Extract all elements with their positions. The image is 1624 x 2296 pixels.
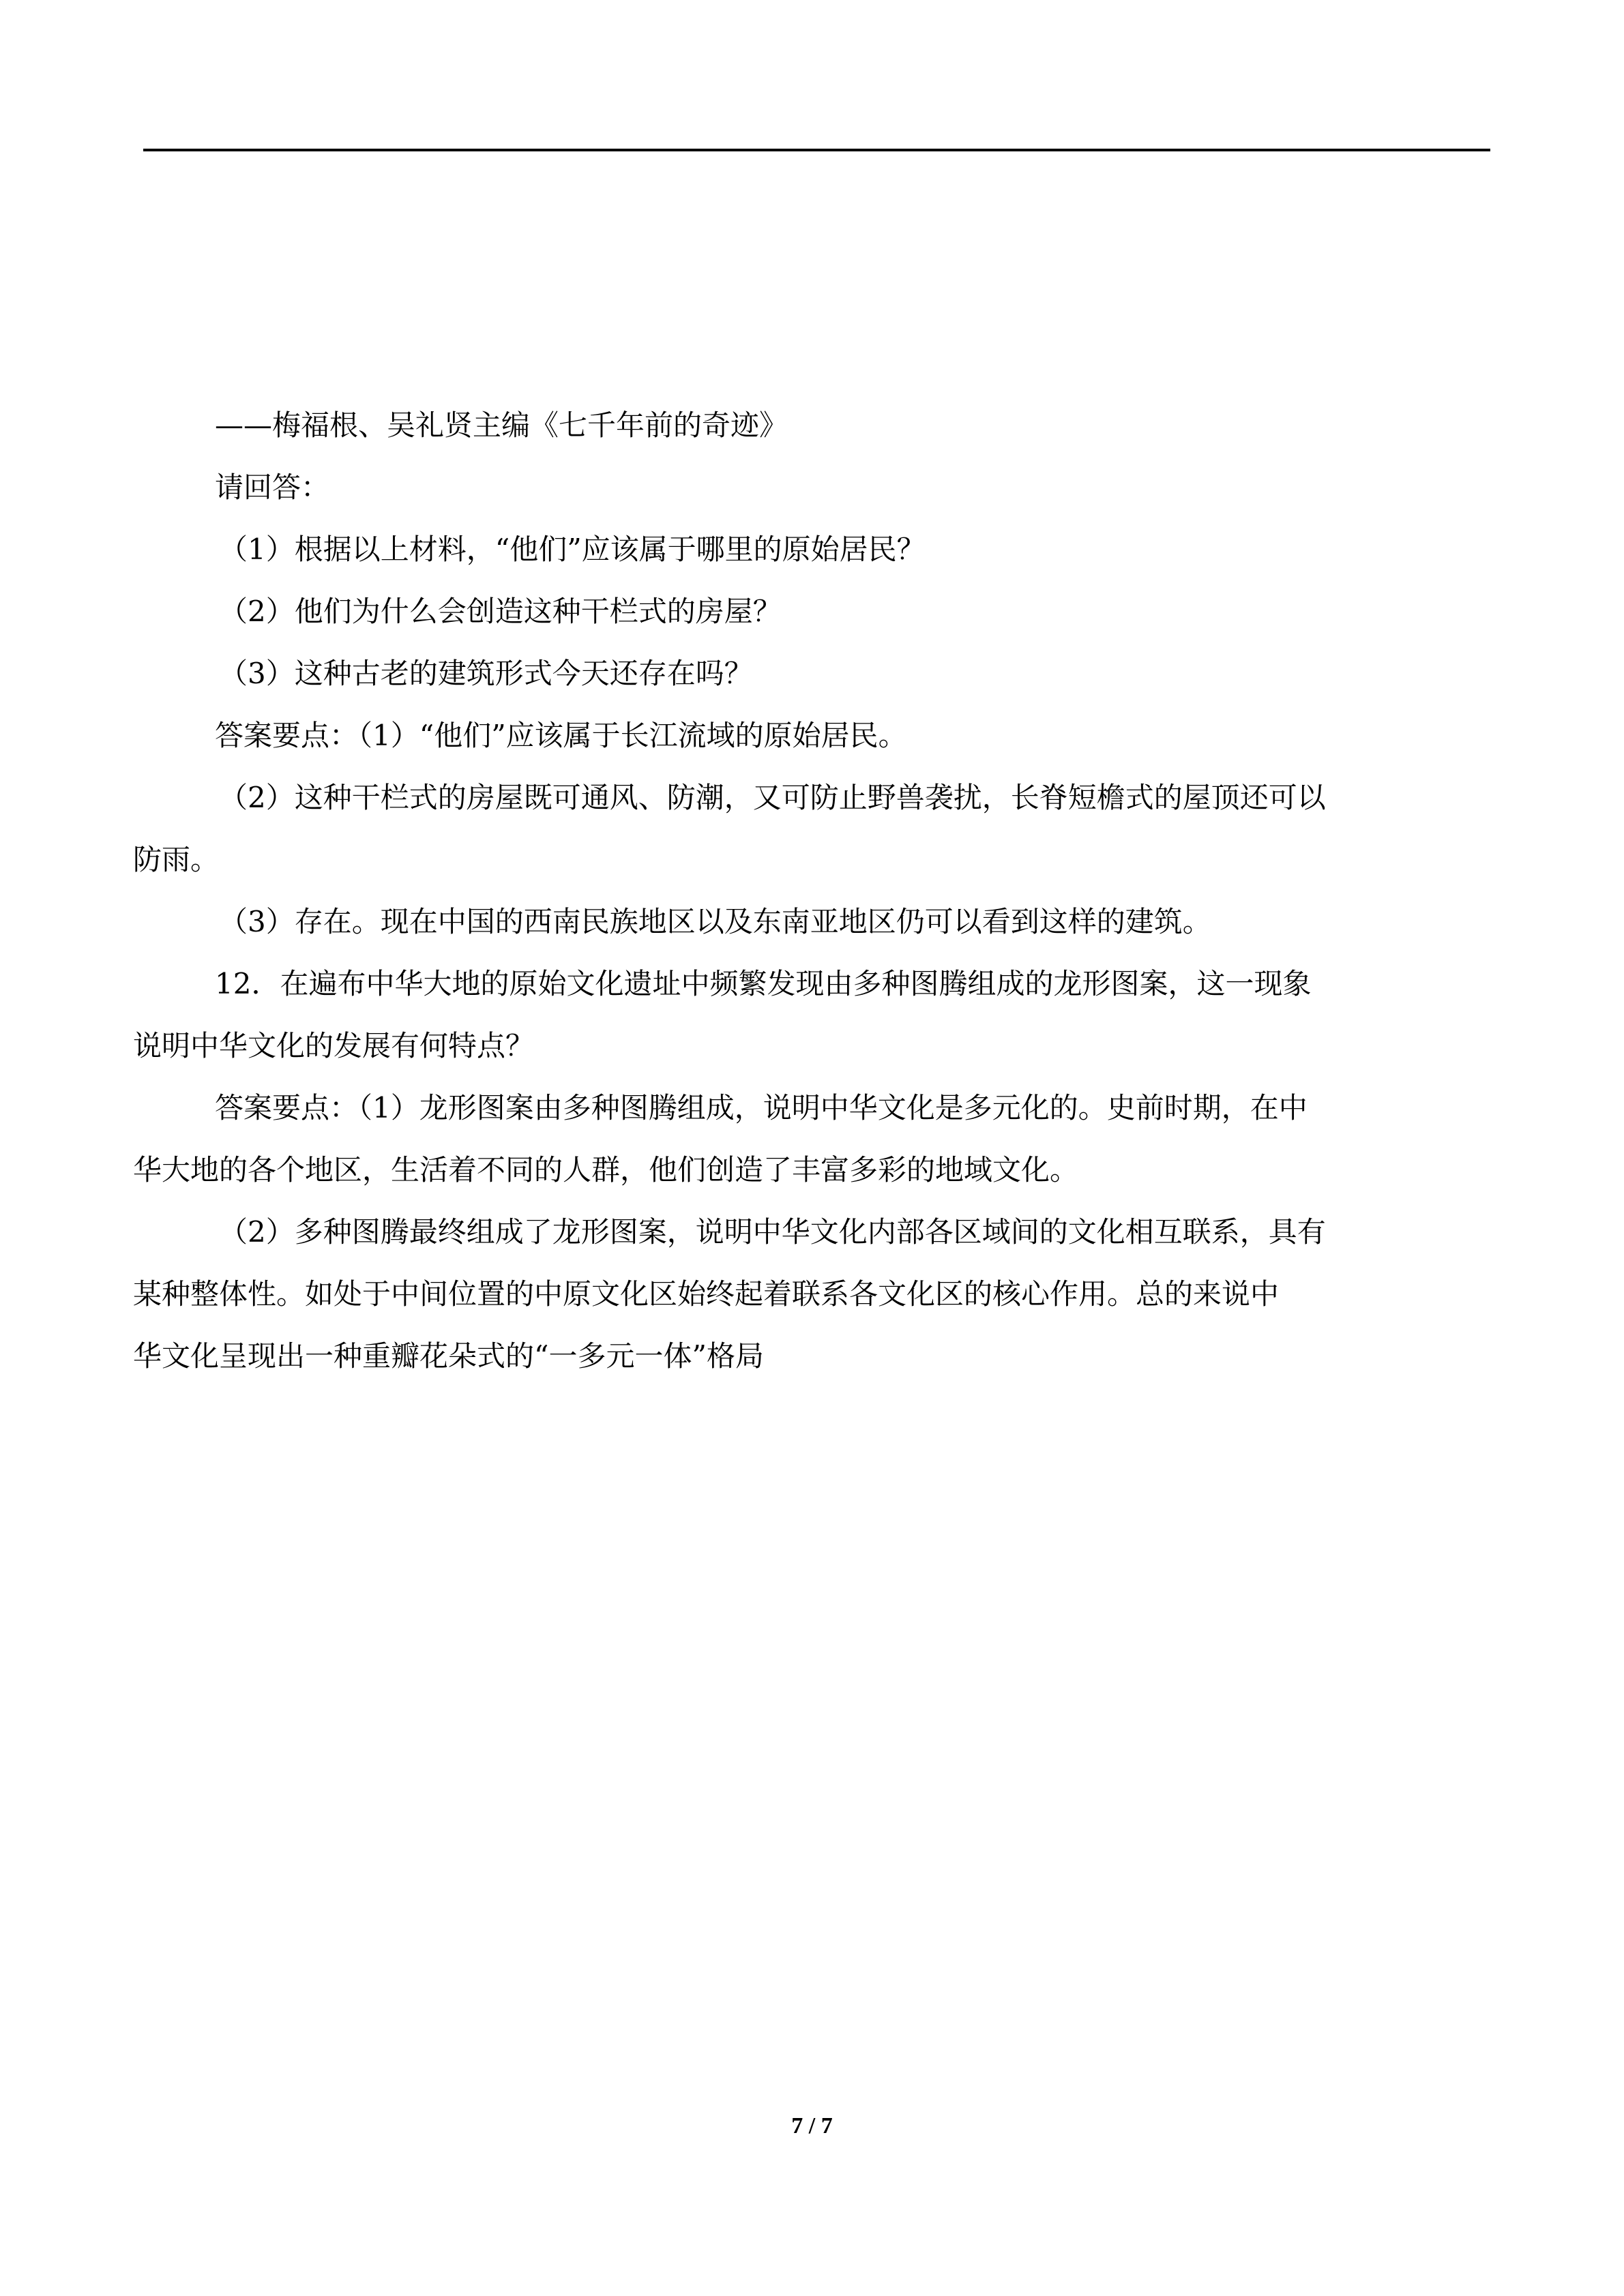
answer-11-part-2-line-2: 防雨。 bbox=[133, 843, 220, 876]
source-citation: ——梅福根、吴礼贤主编《七千年前的奇迹》 bbox=[215, 408, 788, 442]
page-number: 7 / 7 bbox=[791, 2113, 833, 2138]
answer-11-part-2-line-1: （2）这种干栏式的房屋既可通风、防潮，又可防止野兽袭扰，长脊短檐式的屋顶还可以 bbox=[219, 781, 1326, 814]
header-rule bbox=[143, 149, 1490, 151]
question-12-line-1: 12．在遍布中华大地的原始文化遗址中频繁发现由多种图腾组成的龙形图案，这一现象 bbox=[215, 967, 1312, 1000]
answer-12-part-2-line-2: 某种整体性。如处于中间位置的中原文化区始终起着联系各文化区的核心作用。总的来说中 bbox=[133, 1277, 1280, 1311]
question-3: （3）这种古老的建筑形式今天还存在吗？ bbox=[219, 657, 753, 690]
answer-11-part-1: 答案要点：（1）“他们”应该属于长江流域的原始居民。 bbox=[215, 719, 907, 752]
question-2: （2）他们为什么会创造这种干栏式的房屋？ bbox=[219, 595, 782, 628]
answer-12-part-1-line-1: 答案要点：（1）龙形图案由多种图腾组成，说明中华文化是多元化的。史前时期，在中 bbox=[215, 1091, 1308, 1124]
question-prompt: 请回答： bbox=[215, 471, 330, 504]
document-body bbox=[133, 394, 1490, 1387]
answer-12-part-2-line-1: （2）多种图腾最终组成了龙形图案，说明中华文化内部各区域间的文化相互联系，具有 bbox=[219, 1215, 1326, 1249]
answer-12-part-1-line-2: 华大地的各个地区，生活着不同的人群，他们创造了丰富多彩的地域文化。 bbox=[133, 1153, 1079, 1187]
answer-12-part-2-line-3: 华文化呈现出一种重瓣花朵式的“一多元一体”格局 bbox=[133, 1339, 764, 1373]
question-1: （1）根据以上材料，“他们”应该属于哪里的原始居民？ bbox=[219, 533, 926, 566]
question-12-line-2: 说明中华文化的发展有何特点？ bbox=[133, 1029, 535, 1062]
answer-11-part-3: （3）存在。现在中国的西南民族地区以及东南亚地区仍可以看到这样的建筑。 bbox=[219, 905, 1211, 938]
